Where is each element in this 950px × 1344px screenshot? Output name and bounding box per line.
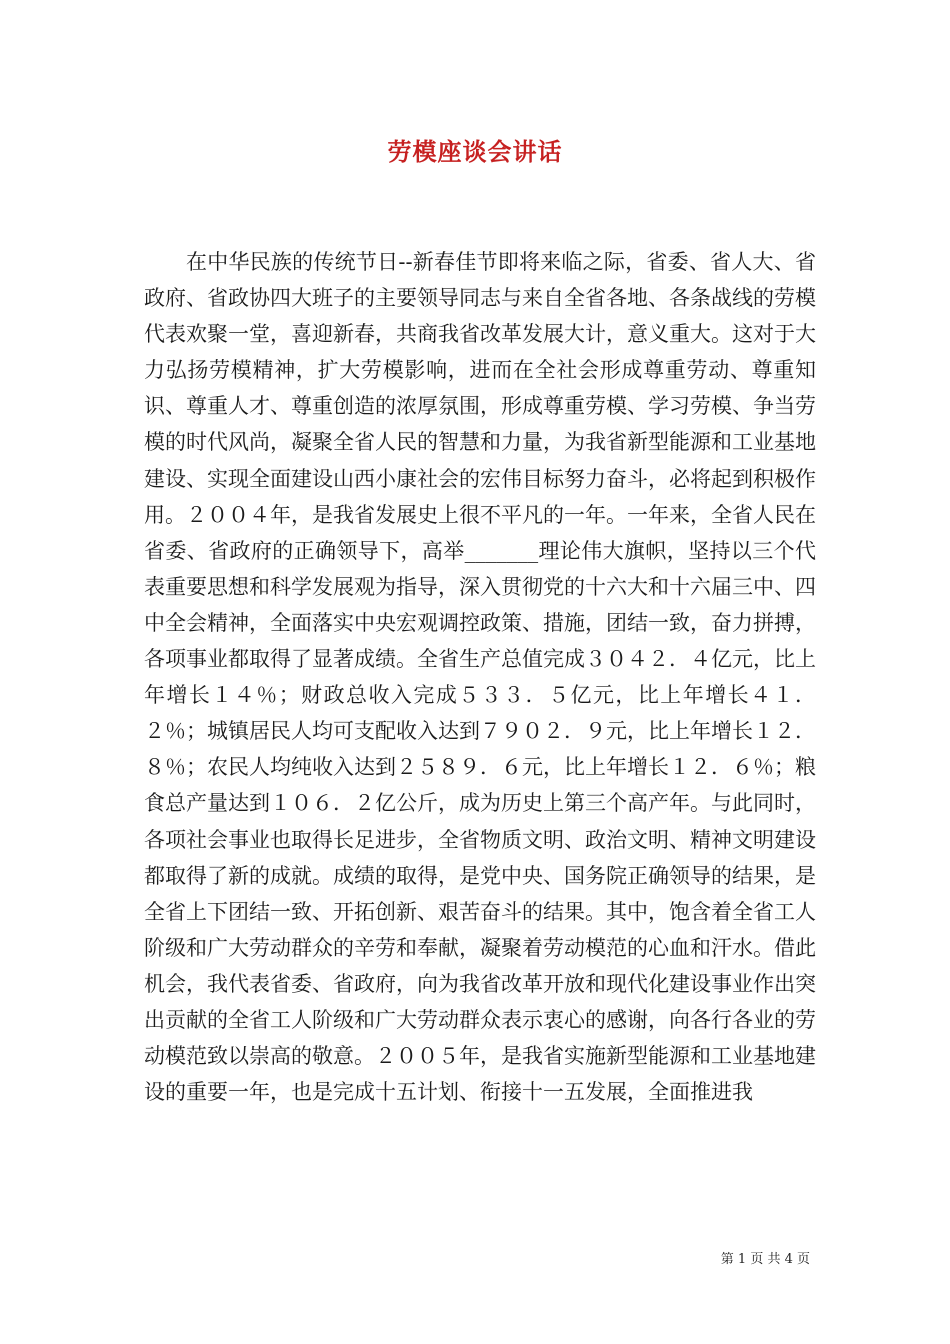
body-paragraph: 在中华民族的传统节日--新春佳节即将来临之际，省委、省人大、省政府、省政协四大班子的主要领导同志与来自全省各地、各条战线的劳模代表欢聚一堂，喜迎新春，共商我省改革发展大计，意义重大。这对于大力弘扬劳模精神，扩大劳模影响，进而在全社会形成尊重劳动、尊重知识、尊重人才、尊重创造的浓厚氛围，形成尊重劳模、学习劳模、争当劳模的时代风尚，凝聚全省人民的智慧和力量，为我省新型能源和工业基地建设、实现全面建设山西小康社会的宏伟目标努力奋斗，必将起到积极作用。２００４年，是我省发展史上很不平凡的一年。一年来，全省人民在省委、省政府的正确领导下，高举_______理论伟大旗帜，坚持以三个代表重要思想和科学发展观为指导，深入贯彻党的十六大和十六届三中、四中全会精神，全面落实中央宏观调控政策、措施，团结一致，奋力拼搏，各项事业都取得了显著成绩。全省生产总值完成３０４２．４亿元，比上年增长１４％；财政总收入完成５３３．５亿元，比上年增长４１．２％；城镇居民人均可支配收入达到７９０２．９元，比上年增长１２．８％；农民人均纯收入达到２５８９．６元，比上年增长１２．６％；粮食总产量达到１０６．２亿公斤，成为历史上第三个高产年。与此同时，各项社会事业也取得长足进步，全省物质文明、政治文明、精神文明建设都取得了新的成就。成绩的取得，是党中央、国务院正确领导的结果，是全省上下团结一致、开拓创新、艰苦奋斗的结果。其中，饱含着全省工人阶级和广大劳动群众的辛劳和奉献，凝聚着劳动模范的心血和汗水。借此机会，我代表省委、省政府，向为我省改革开放和现代化建设事业作出突出贡献的全省工人阶级和广大劳动群众表示衷心的感谢，向各行各业的劳动模范致以崇高的敬意。２００５年，是我省实施新型能源和工业基地建设的重要一年，也是完成十五计划、衔接十一五发展，全面推进我	[144, 250, 816, 1105]
document-title: 劳模座谈会讲话	[387, 137, 563, 166]
page-number: 第 1 页 共 4 页	[720, 1252, 810, 1267]
